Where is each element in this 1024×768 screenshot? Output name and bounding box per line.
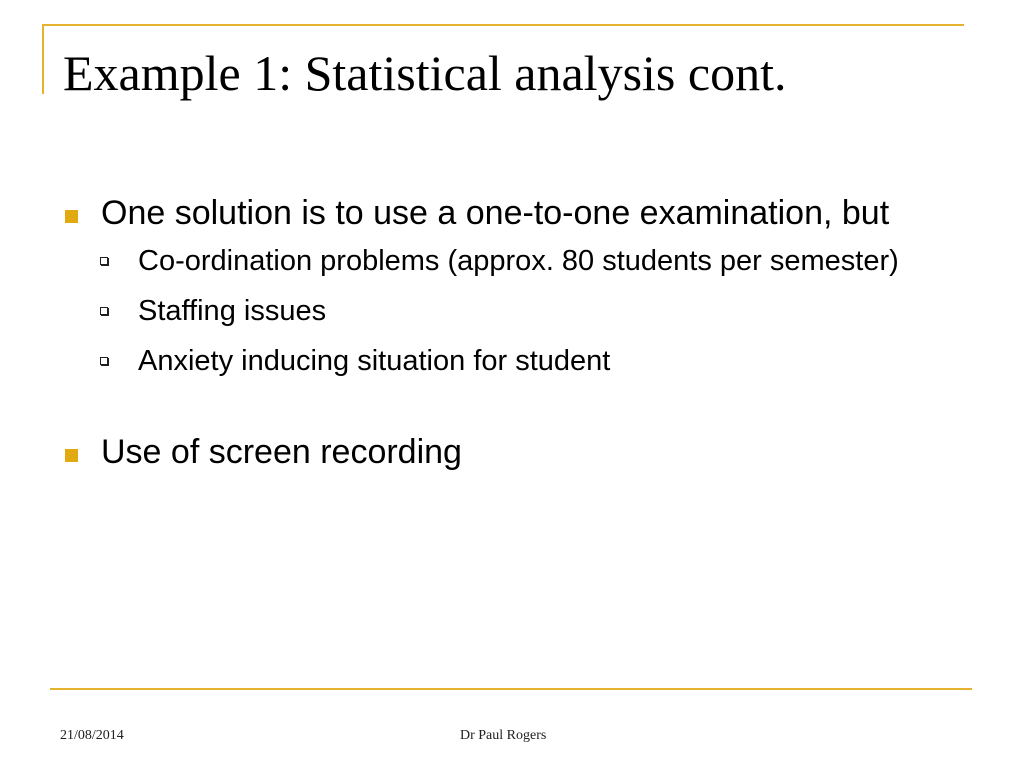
- sub-bullet-item: [99, 241, 960, 282]
- footer-date: 21/08/2014: [60, 728, 124, 743]
- sub-bullet-text: Co-ordination problems (approx. 80 students per semester): [138, 245, 899, 277]
- slide-content: [60, 190, 960, 476]
- bullet-text: Use of screen recording: [101, 433, 462, 471]
- sub-bullet-text: Staffing issues: [138, 295, 327, 327]
- bullet-item: [60, 190, 960, 237]
- footer-rule: [50, 688, 972, 690]
- sub-bullet-item: [99, 291, 960, 332]
- sub-bullet-item: [99, 341, 960, 382]
- hollow-square-bullet-icon: [100, 257, 108, 265]
- title-frame-top-rule: [42, 24, 964, 26]
- bullet-text: One solution is to use a one-to-one examination, but: [101, 194, 890, 232]
- hollow-square-bullet-icon: [100, 307, 108, 315]
- filled-square-bullet-icon: [65, 210, 78, 223]
- footer-author: Dr Paul Rogers: [460, 728, 547, 743]
- title-frame-left-rule: [42, 24, 44, 94]
- hollow-square-bullet-icon: [100, 357, 108, 365]
- bullet-item: [60, 429, 960, 476]
- sub-bullet-list: [60, 241, 960, 382]
- sub-bullet-text: Anxiety inducing situation for student: [138, 345, 611, 377]
- filled-square-bullet-icon: [65, 449, 78, 462]
- slide-title: Example 1: Statistical analysis cont.: [63, 45, 787, 101]
